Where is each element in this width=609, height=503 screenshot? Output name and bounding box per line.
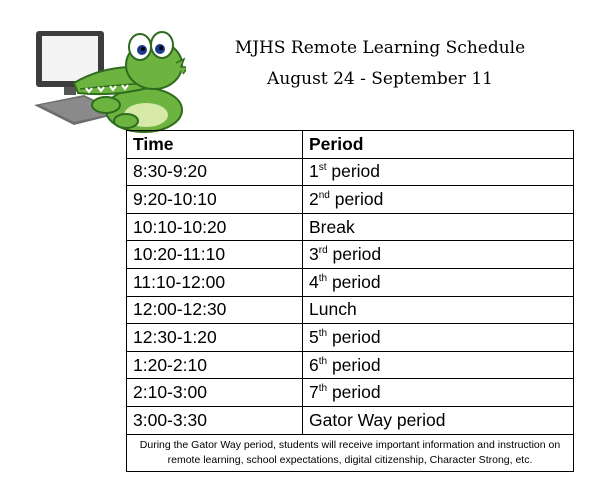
period-cell: 6th period [303, 351, 574, 379]
time-cell: 12:30-1:20 [127, 324, 303, 352]
table-row [127, 406, 574, 434]
time-cell: 9:20-10:10 [127, 186, 303, 214]
table-row [127, 186, 574, 214]
table-header-row [127, 131, 574, 159]
period-cell: Break [303, 213, 574, 241]
period-cell: 7th period [303, 379, 574, 407]
time-cell: 11:10-12:00 [127, 268, 303, 296]
table-row [127, 241, 574, 269]
period-cell: 5th period [303, 324, 574, 352]
schedule-table [126, 130, 574, 472]
column-header: Period [303, 131, 574, 159]
time-cell: 1:20-2:10 [127, 351, 303, 379]
note-row [127, 434, 574, 471]
time-cell: 8:30-9:20 [127, 158, 303, 186]
gator-way-note: During the Gator Way period, students will receive important information and instruction on remote learning, school expectations, digital citizenship, Character Strong, etc. [127, 434, 574, 471]
period-cell: Lunch [303, 296, 574, 324]
time-cell: 3:00-3:30 [127, 406, 303, 434]
period-cell: 4th period [303, 268, 574, 296]
table-row [127, 351, 574, 379]
time-cell: 10:10-10:20 [127, 213, 303, 241]
time-cell: 12:00-12:30 [127, 296, 303, 324]
table-row [127, 296, 574, 324]
time-cell: 10:20-11:10 [127, 241, 303, 269]
date-range: August 24 - September 11 [267, 69, 493, 89]
table-row [127, 324, 574, 352]
period-cell: 3rd period [303, 241, 574, 269]
period-cell: 1st period [303, 158, 574, 186]
column-header: Time [127, 131, 303, 159]
time-cell: 2:10-3:00 [127, 379, 303, 407]
gator-at-computer-icon [34, 25, 186, 133]
table-row [127, 158, 574, 186]
period-cell: Gator Way period [303, 406, 574, 434]
table-row [127, 268, 574, 296]
period-cell: 2nd period [303, 186, 574, 214]
table-row [127, 213, 574, 241]
page-title: MJHS Remote Learning Schedule [234, 38, 526, 58]
table-row [127, 379, 574, 407]
